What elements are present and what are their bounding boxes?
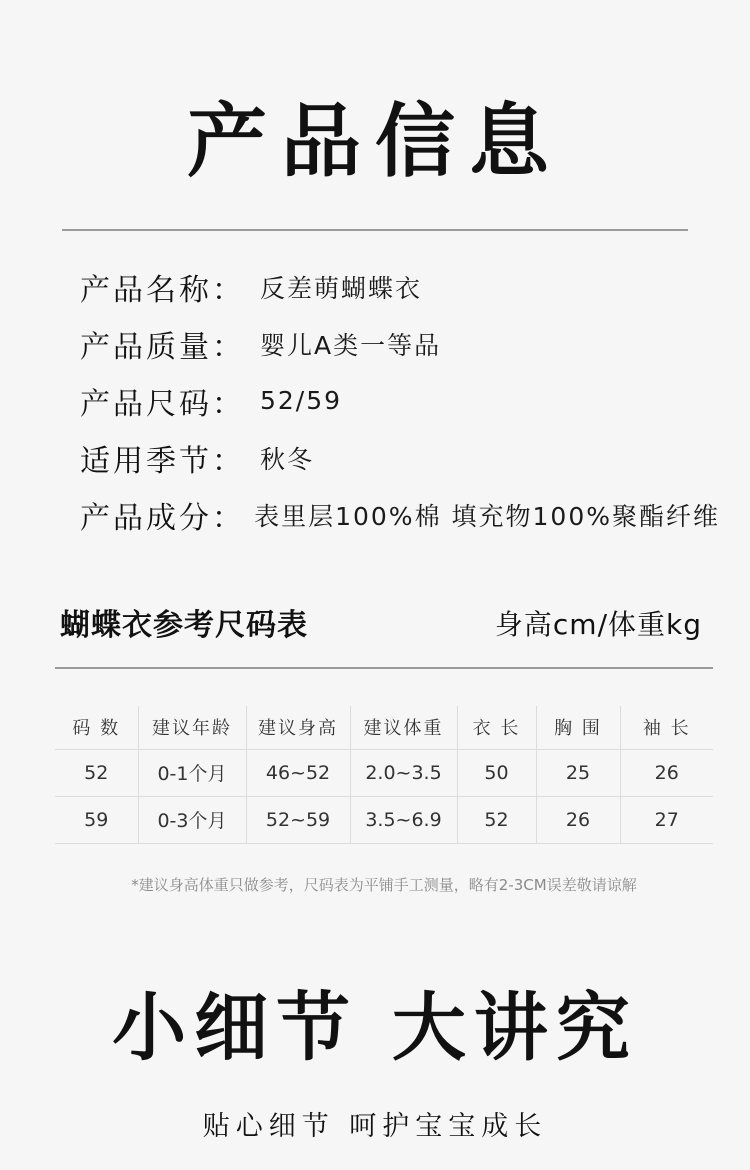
size-table [55, 706, 713, 844]
column-header: 建议身高 [246, 706, 350, 749]
info-label: 产品名称： [80, 272, 245, 308]
column-header: 胸 围 [536, 706, 620, 749]
info-value: 52/59 [260, 386, 343, 415]
info-label: 产品成分： [80, 500, 245, 536]
info-label: 适用季节： [80, 443, 245, 479]
info-label: 产品尺码： [80, 386, 245, 422]
info-row-size [80, 372, 720, 429]
info-label: 产品质量： [80, 329, 245, 365]
table-cell: 46~52 [246, 749, 350, 796]
column-header: 码 数 [55, 706, 138, 749]
product-info-list [80, 258, 720, 543]
table-cell: 2.0~3.5 [350, 749, 457, 796]
table-cell: 52 [55, 749, 138, 796]
divider [55, 667, 713, 669]
column-header: 建议年龄 [138, 706, 246, 749]
table-cell: 50 [457, 749, 536, 796]
info-value: 反差萌蝴蝶衣 [260, 273, 423, 303]
table-cell: 52~59 [246, 796, 350, 843]
table-cell: 59 [55, 796, 138, 843]
divider [62, 229, 688, 231]
column-header: 衣 长 [457, 706, 536, 749]
slogan-subtitle: 贴心细节 呵护宝宝成长 [202, 1111, 548, 1142]
table-cell: 3.5~6.9 [350, 796, 457, 843]
table-cell: 26 [620, 749, 713, 796]
table-header-row [55, 706, 713, 749]
table-cell: 26 [536, 796, 620, 843]
slogan-heading: 小细节 大讲究 [112, 985, 638, 1071]
size-chart-title: 蝴蝶衣参考尺码表 [60, 608, 308, 643]
table-row [55, 749, 713, 796]
page-title: 产品信息 [187, 95, 563, 188]
info-row-season [80, 429, 720, 486]
info-row-material [80, 486, 720, 543]
size-chart-unit: 身高cm/体重kg [494, 608, 702, 641]
column-header: 袖 长 [620, 706, 713, 749]
info-value: 表里层100%棉 填充物100%聚酯纤维 [254, 501, 720, 531]
info-row-quality [80, 315, 720, 372]
info-row-name [80, 258, 720, 315]
info-value: 婴儿A类一等品 [260, 330, 442, 360]
table-cell: 52 [457, 796, 536, 843]
table-cell: 0-3个月 [138, 796, 246, 843]
table-row [55, 796, 713, 843]
table-cell: 27 [620, 796, 713, 843]
table-cell: 25 [536, 749, 620, 796]
info-value: 秋冬 [260, 444, 315, 474]
column-header: 建议体重 [350, 706, 457, 749]
size-note: *建议身高体重只做参考，尺码表为平铺手工测量，略有2-3CM误差敬请谅解 [131, 876, 637, 894]
table-cell: 0-1个月 [138, 749, 246, 796]
